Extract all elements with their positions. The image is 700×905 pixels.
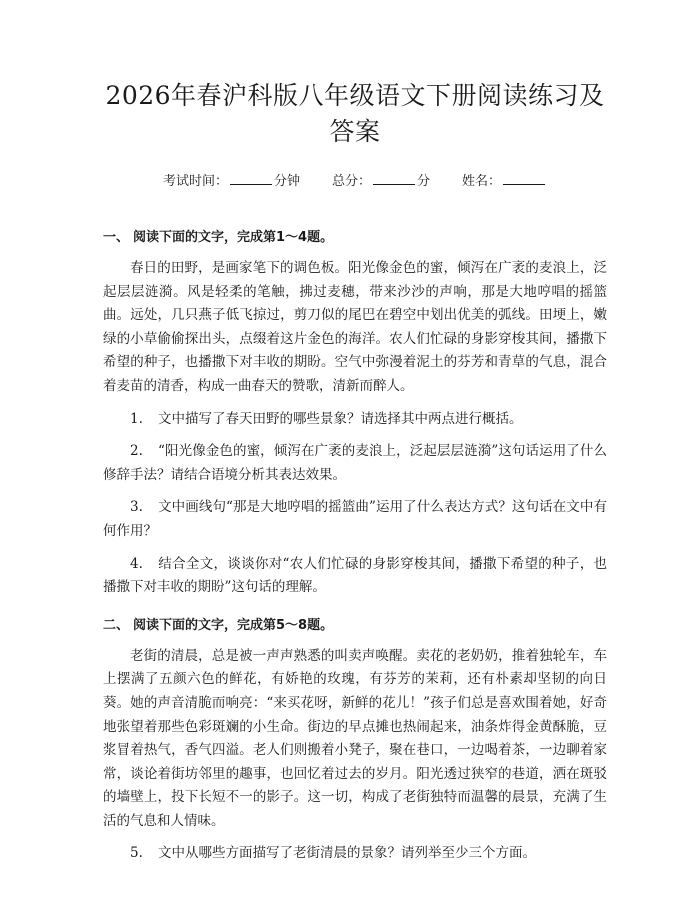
section-number: 二、	[103, 617, 130, 633]
document-title: 2026年春沪科版八年级语文下册阅读练习及答案	[105, 81, 605, 146]
question-text: “阳光像金色的蜜，倾泻在广袤的麦浪上，泛起层层涟漪”这句话运用了什么修辞手法？请结合语境分析其表达效果。	[103, 443, 607, 483]
section-number: 一、	[103, 230, 130, 245]
exam-time	[163, 170, 300, 192]
question-number: 2.	[130, 443, 143, 460]
exam-name-blank	[503, 170, 545, 185]
reading-passage: 老街的清晨，总是被一声声熟悉的叫卖声唤醒。卖花的老奶奶，推着独轮车，车上摆满了五颜六色的鲜花，有娇艳的玫瑰，有芬芳的茉莉，还有朴素却坚韧的向日葵。她的声音清脆而响亮：“来买花呀，新鲜的花儿！”孩子们总是喜欢围着她，好奇地张望着那些色彩斑斓的小生命。街边的早点摊也热闹起来，油条炸得金黄酥脆，豆浆冒着热气，香气四溢。老人们则搬着小凳子，聚在巷口，一边喝着茶，一边聊着家常，谈论着街坊邻里的趣事，也回忆着过去的岁月。阳光透过狭窄的巷道，洒在斑驳的墙壁上，投下长短不一的影子。这一切，构成了老街独特而温馨的晨景，充满了生活的气息和人情味。	[103, 647, 607, 829]
exam-time-unit: 分钟	[273, 174, 300, 189]
question-number: 4.	[130, 555, 143, 572]
section-heading-text: 阅读下面的文字，完成第5～8题。	[133, 617, 334, 633]
section-heading-text: 阅读下面的文字，完成第1～4题。	[133, 230, 334, 245]
question-item	[103, 842, 607, 866]
section-heading	[103, 228, 607, 248]
question-item	[103, 553, 607, 600]
exam-score-blank	[373, 170, 415, 185]
exam-name-label: 姓名：	[462, 174, 502, 189]
exam-score	[332, 170, 430, 192]
exam-name	[462, 170, 547, 192]
exam-score-label: 总分：	[331, 174, 371, 189]
question-text: 文中画线句“那是大地哼唱的摇篮曲”运用了什么表达方式？这句话在文中有何作用？	[103, 499, 607, 539]
question-item	[103, 440, 607, 487]
question-number: 5.	[130, 845, 143, 862]
question-item	[103, 496, 607, 543]
section-heading	[103, 616, 607, 636]
exam-time-blank	[230, 170, 272, 185]
reading-passage: 春日的田野，是画家笔下的调色板。阳光像金色的蜜，倾泻在广袤的麦浪上，泛起层层涟漪。风是轻柔的笔触，拂过麦穗，带来沙沙的声响，那是大地哼唱的摇篮曲。远处，几只燕子低飞掠过，剪刀似的尾巴在碧空中划出优美的弧线。田埂上，嫩绿的小草偷偷探出头，点缀着这片金色的海洋。农人们忙碌的身影穿梭其间，播撒下希望的种子，也播撒下对丰收的期盼。空气中弥漫着泥土的芬芳和青草的气息，混合着麦苗的清香，构成一曲春天的赞歌，清新而醉人。	[103, 260, 607, 394]
question-number: 3.	[130, 499, 143, 516]
question-text: 结合全文，谈谈你对“农人们忙碌的身影穿梭其间，播撒下希望的种子，也播撒下对丰收的期盼”这句话的理解。	[103, 555, 607, 596]
question-text: 文中描写了春天田野的哪些景象？请选择其中两点进行概括。	[158, 410, 523, 427]
exam-info-row	[103, 170, 607, 192]
question-text: 文中从哪些方面描写了老街清晨的景象？请列举至少三个方面。	[158, 845, 536, 862]
exam-time-label: 考试时间：	[162, 174, 228, 189]
question-number: 1.	[130, 410, 143, 427]
question-item	[103, 408, 607, 432]
exam-score-unit: 分	[417, 174, 431, 189]
